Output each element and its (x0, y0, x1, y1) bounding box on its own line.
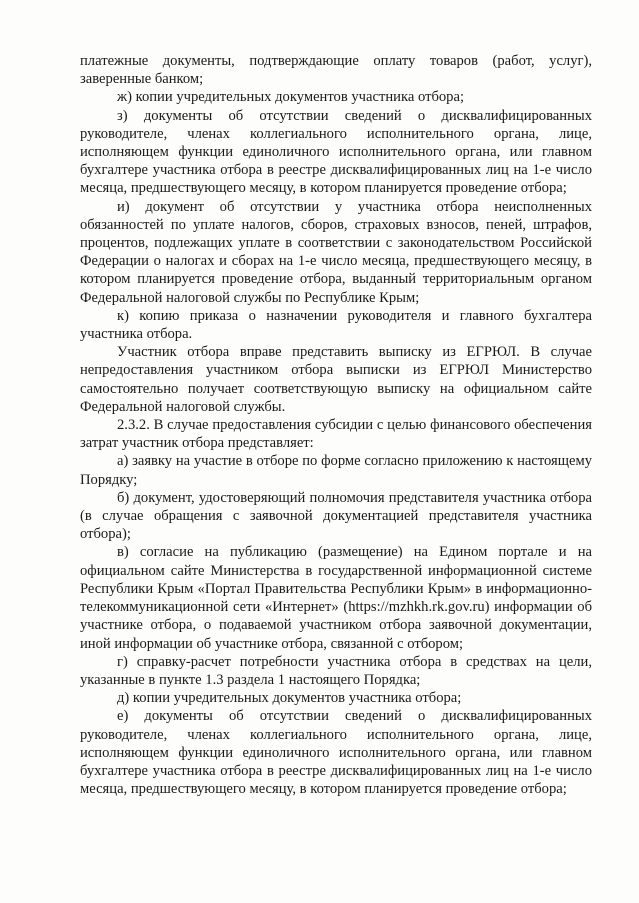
paragraph-continuation: платежные документы, подтверждающие оплату товаров (работ, услуг), заверенные банком; (80, 53, 592, 88)
paragraph-item-a: а) заявку на участие в отборе по форме согласно приложению к настоящему Порядку; (80, 453, 592, 488)
paragraph-item-v: в) согласие на публикацию (размещение) на Едином портале и на официальном сайте Министерства в государственной информационной системе Республики Крым «Портал Правительства Республики Крым» в информационно-телекоммуникационной сети «Интернет» (https://mzhkh.rk.gov.ru) информации об участнике отбора, о подаваемой участником отбора заявочной документации, иной информации об участнике отбора, связанной с отбором; (80, 544, 592, 652)
paragraph-item-b: б) документ, удостоверяющий полномочия представителя участника отбора (в случае обращения с заявочной документацией представителя участника отбора); (80, 489, 592, 543)
document-body (80, 52, 592, 798)
paragraph-item-e: е) документы об отсутствии сведений о дисквалифицированных руководителе, членах коллегиального исполнительного органа, лице, исполняющем функции единоличного исполнительного органа, или главном бухгалтере участника отбора в реестре дисквалифицированных лиц на 1-е число месяца, предшествующего месяцу, в котором планируется проведение отбора; (80, 708, 592, 798)
paragraph-item-z: з) документы об отсутствии сведений о дисквалифицированных руководителе, членах коллегиального исполнительного органа, лице, исполняющем функции единоличного исполнительного органа, или главном бухгалтере участника отбора в реестре дисквалифицированных лиц на 1-е число месяца, предшествующего месяцу, в котором планируется проведение отбора; (80, 107, 592, 197)
paragraph-item-k: к) копию приказа о назначении руководителя и главного бухгалтера участника отбора. (80, 307, 592, 343)
paragraph-item-i: и) документ об отсутствии у участника отбора неисполненных обязанностей по уплате налогов, сборов, страховых взносов, пеней, штрафов, процентов, подлежащих уплате в соответствии с законодательством Российской Федерации о налогах и сборах на 1-е число месяца, предшествующего месяцу, в котором планируется проведение отбора, выданный территориальным органом Федеральной налоговой службы по Республике Крым; (80, 198, 592, 306)
paragraph-section-2-3-2: 2.3.2. В случае предоставления субсидии с целью финансового обеспечения затрат участник отбора представляет: (80, 417, 592, 452)
paragraph-item-zh: ж) копии учредительных документов участника отбора; (117, 89, 464, 106)
paragraph-item-g: г) справку-расчет потребности участника отбора в средствах на цели, указанные в пункте 1.3 раздела 1 настоящего Порядка; (80, 653, 592, 688)
paragraph-item-d: д) копии учредительных документов участника отбора; (117, 690, 462, 707)
paragraph-egrul-note: Участник отбора вправе представить выписку из ЕГРЮЛ. В случае непредоставления участником отбора выписки из ЕГРЮЛ Министерство самостоятельно получает соответствующую выписку на официальном сайте Федеральной налоговой службы. (80, 344, 592, 415)
